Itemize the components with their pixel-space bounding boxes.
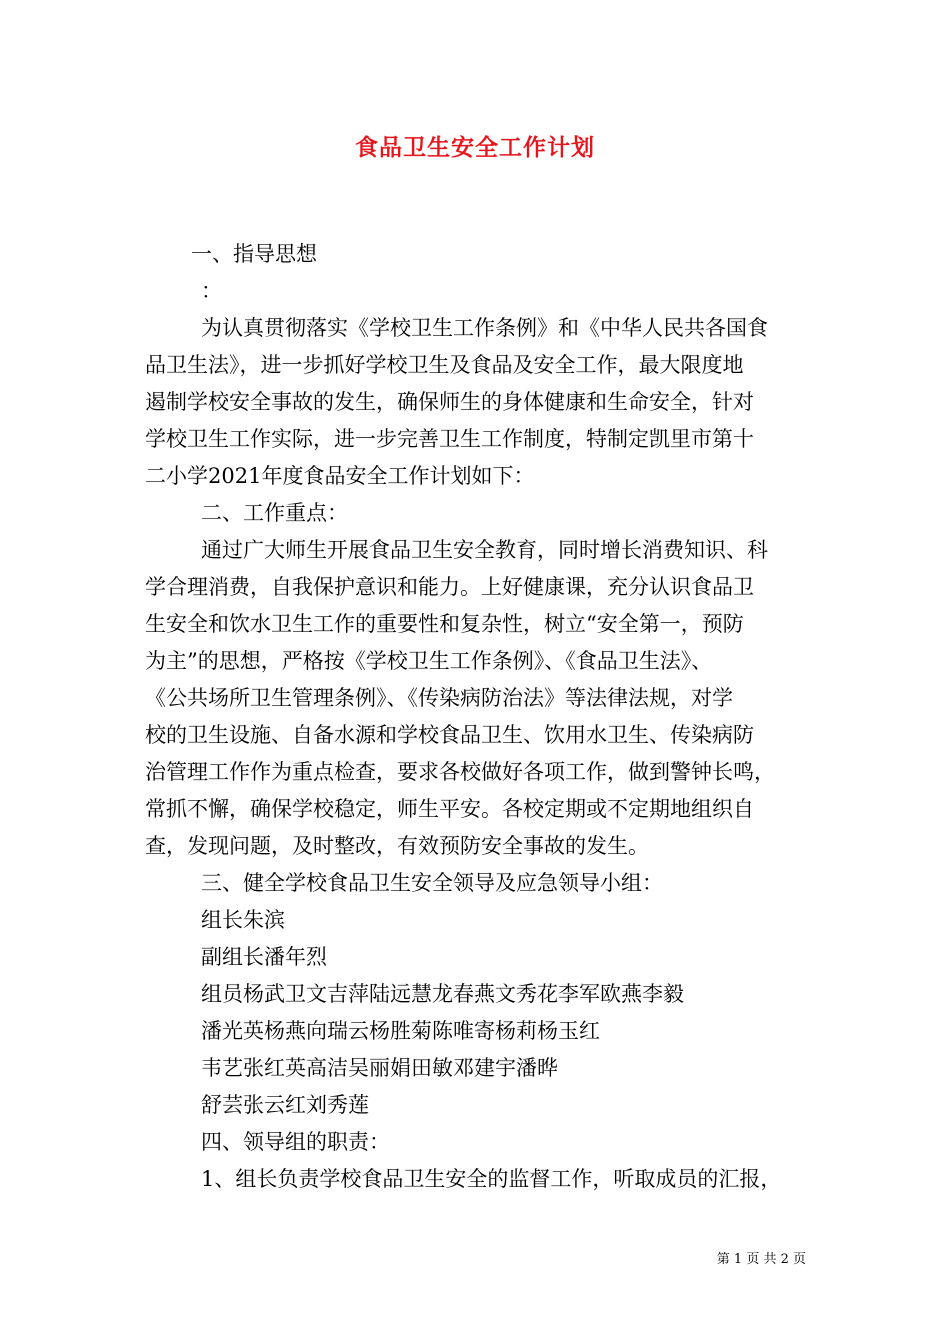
body-line: 《公共场所卫生管理条例》、《传染病防治法》等法律法规，对学 xyxy=(145,686,733,710)
body-line: 1、组长负责学校食品卫生安全的监督工作，听取成员的汇报， xyxy=(201,1167,782,1191)
body-line: 治管理工作作为重点检查，要求各校做好各项工作，做到警钟长鸣， xyxy=(145,760,775,784)
body-line: 校的卫生设施、自备水源和学校食品卫生、饮用水卫生、传染病防 xyxy=(145,723,754,747)
body-line: 二、工作重点： xyxy=(201,501,348,525)
body-line: 组员杨武卫文吉萍陆远慧龙春燕文秀花李军欧燕李毅 xyxy=(201,982,684,1006)
body-line: 查，发现问题，及时整改，有效预防安全事故的发生。 xyxy=(145,834,649,858)
body-line: ： xyxy=(201,279,222,303)
body-line: 为认真贯彻落实《学校卫生工作条例》和《中华人民共各国食 xyxy=(201,316,768,340)
body-line: 品卫生法》，进一步抓好学校卫生及食品及安全工作，最大限度地 xyxy=(145,353,744,377)
document-title: 食品卫生安全工作计划 xyxy=(355,134,595,161)
page-number-footer: 第 1 页 共 2 页 xyxy=(716,1252,806,1267)
body-line: 学校卫生工作实际，进一步完善卫生工作制度，特制定凯里市第十 xyxy=(145,427,754,451)
body-line: 为主”的思想，严格按《学校卫生工作条例》、《食品卫生法》、 xyxy=(145,649,713,673)
body-line: 常抓不懈，确保学校稳定，师生平安。各校定期或不定期地组织自 xyxy=(145,797,754,821)
document-body xyxy=(145,236,809,1198)
body-line: 通过广大师生开展食品卫生安全教育，同时增长消费知识、科 xyxy=(201,538,768,562)
body-line: 四、领导组的职责： xyxy=(201,1130,390,1154)
body-line: 学合理消费，自我保护意识和能力。上好健康课，充分认识食品卫 xyxy=(145,575,754,599)
body-line: 潘光英杨燕向瑞云杨胜菊陈唯寄杨莉杨玉红 xyxy=(201,1019,600,1043)
body-line: 组长朱滨 xyxy=(201,908,285,932)
body-line: 三、健全学校食品卫生安全领导及应急领导小组： xyxy=(201,871,663,895)
body-line: 生安全和饮水卫生工作的重要性和复杂性，树立“安全第一，预防 xyxy=(145,612,744,636)
body-line: 一、指导思想 xyxy=(191,242,317,266)
body-line: 副组长潘年烈 xyxy=(201,945,327,969)
body-line: 二小学2021年度食品安全工作计划如下： xyxy=(145,464,535,488)
body-line: 遏制学校安全事故的发生，确保师生的身体健康和生命安全，针对 xyxy=(145,390,754,414)
body-line: 韦艺张红英高洁吴丽娟田敏邓建宇潘晔 xyxy=(201,1056,558,1080)
body-line: 舒芸张云红刘秀莲 xyxy=(201,1093,369,1117)
